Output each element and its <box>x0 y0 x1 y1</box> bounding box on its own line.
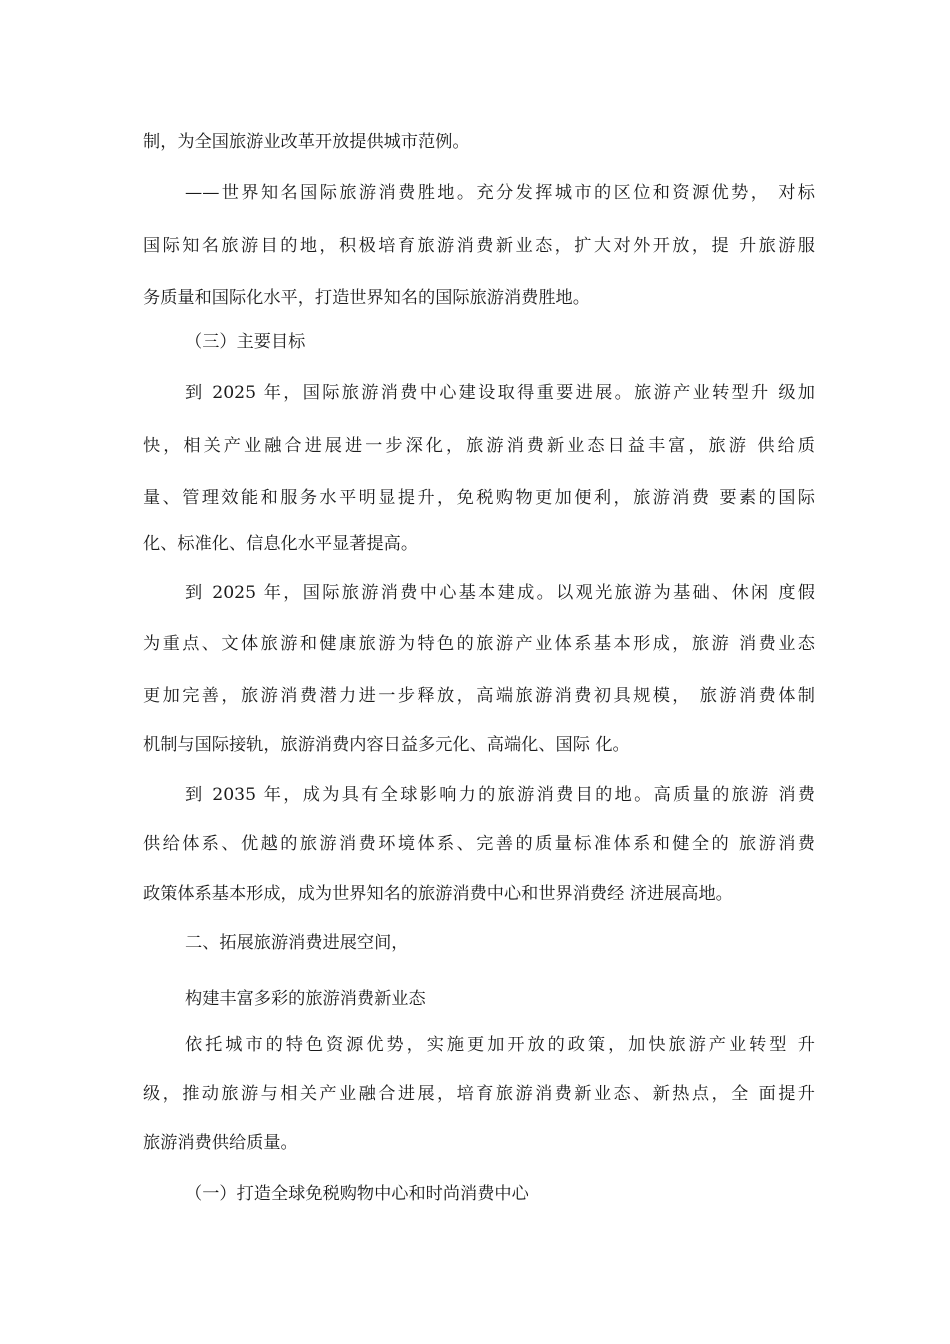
paragraph-line: 化、标准化、信息化水平显著提高。 <box>143 534 419 554</box>
paragraph-line: 旅游消费供给质量。 <box>143 1133 298 1153</box>
paragraph-line: 供给体系、优越的旅游消费环境体系、完善的质量标准体系和健全的 旅游消费 <box>143 834 815 854</box>
paragraph-line: 量、管理效能和服务水平明显提升，免税购物更加便利，旅游消费 要素的国际 <box>143 488 815 508</box>
paragraph-line: 到 2025 年，国际旅游消费中心建设取得重要进展。旅游产业转型升 级加 <box>185 383 815 403</box>
section-heading: （一）打造全球免税购物中心和时尚消费中心 <box>185 1184 529 1204</box>
paragraph-line: 制，为全国旅游业改革开放提供城市范例。 <box>143 132 470 152</box>
paragraph-line: 到 2035 年，成为具有全球影响力的旅游消费目的地。高质量的旅游 消费 <box>185 785 815 805</box>
paragraph-line: 更加完善，旅游消费潜力进一步释放，高端旅游消费初具规模， 旅游消费体制 <box>143 686 815 706</box>
paragraph-line: 到 2025 年，国际旅游消费中心基本建成。以观光旅游为基础、休闲 度假 <box>185 583 815 603</box>
paragraph-line: 务质量和国际化水平，打造世界知名的国际旅游消费胜地。 <box>143 288 590 308</box>
paragraph-line: 政策体系基本形成，成为世界知名的旅游消费中心和世界消费经 济进展高地。 <box>143 884 733 904</box>
section-heading: （三）主要目标 <box>185 332 306 352</box>
paragraph-line: 机制与国际接轨，旅游消费内容日益多元化、高端化、国际 化。 <box>143 735 630 755</box>
section-heading: 构建丰富多彩的旅游消费新业态 <box>185 989 426 1009</box>
paragraph-line: ——世界知名国际旅游消费胜地。充分发挥城市的区位和资源优势， 对标 <box>185 183 815 203</box>
paragraph-line: 快，相关产业融合进展进一步深化，旅游消费新业态日益丰富，旅游 供给质 <box>143 436 815 456</box>
paragraph-line: 依托城市的特色资源优势，实施更加开放的政策，加快旅游产业转型 升 <box>185 1035 815 1055</box>
paragraph-line: 级，推动旅游与相关产业融合进展，培育旅游消费新业态、新热点，全 面提升 <box>143 1084 815 1104</box>
paragraph-line: 国际知名旅游目的地，积极培育旅游消费新业态，扩大对外开放，提 升旅游服 <box>143 236 815 256</box>
paragraph-line: 为重点、文体旅游和健康旅游为特色的旅游产业体系基本形成，旅游 消费业态 <box>143 634 815 654</box>
section-heading: 二、拓展旅游消费进展空间， <box>185 933 409 953</box>
